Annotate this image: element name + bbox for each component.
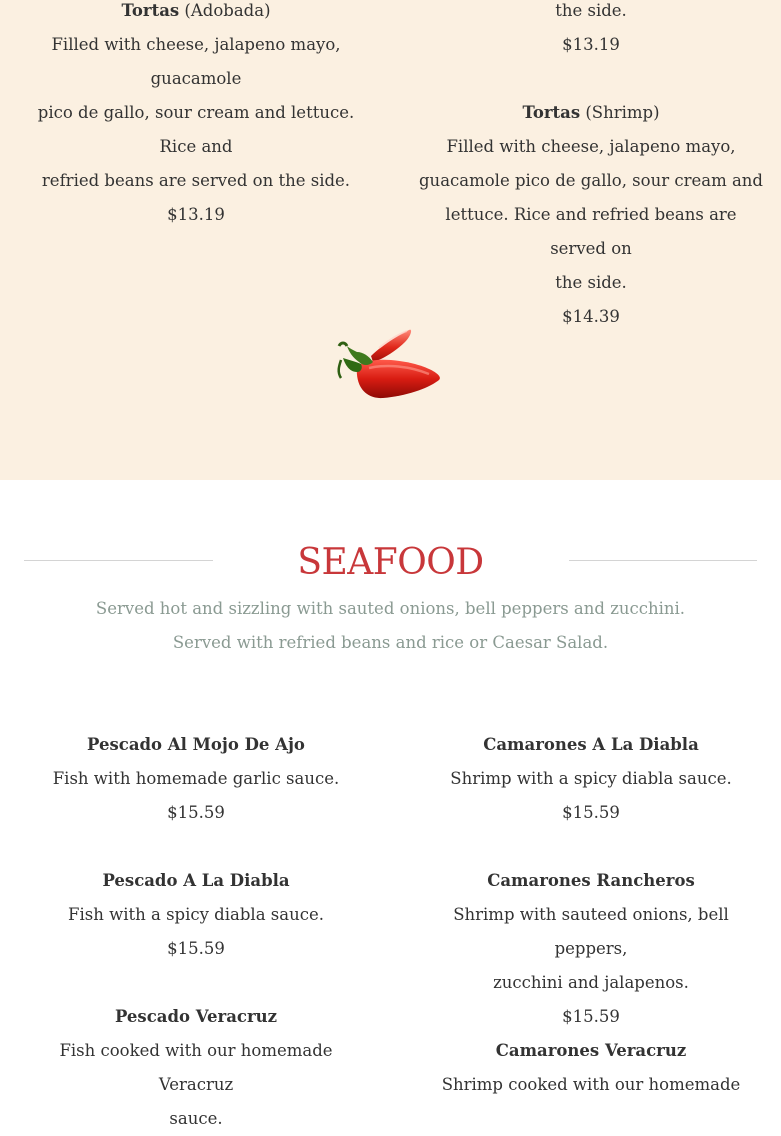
menu-item-description-line: the side. [555, 1, 627, 20]
menu-item-name: Pescado Veracruz [114, 1007, 278, 1026]
section-intro-line: Served hot and sizzling with sauted onions, bell peppers and zucchini. [95, 599, 686, 618]
menu-item-description-line: pico de gallo, sour cream and lettuce. Rice and [37, 103, 355, 156]
menu-item-variant: (Adobada) [179, 1, 271, 20]
menu-item-price: $14.39 [562, 307, 620, 326]
menu-item-description-line: Fish with a spicy diabla sauce. [68, 905, 324, 924]
menu-item-description-line: guacamole pico de gallo, sour cream and [419, 171, 763, 190]
menu-item-description-line: Fish with homemade garlic sauce. [52, 769, 340, 788]
menu-item-tortas-shrimp [418, 96, 764, 334]
menu-item-pescado-veracruz [20, 1000, 372, 1136]
menu-item-description-line: Filled with cheese, jalapeno mayo, guacamole [51, 35, 341, 88]
menu-item-description-line: Shrimp cooked with our homemade [441, 1075, 741, 1094]
menu-item-price: $15.59 [562, 803, 620, 822]
menu-item-price: $13.19 [562, 35, 620, 54]
menu-item-description-line: lettuce. Rice and refried beans are served on [445, 205, 737, 258]
menu-item-description-line: refried beans are served on the side. [41, 171, 351, 190]
menu-item-title [418, 96, 764, 130]
menu-item-price: $15.59 [167, 939, 225, 958]
menu-item-name: Camarones Veracruz [495, 1041, 687, 1060]
menu-item-camarones-rancheros [418, 864, 764, 1034]
menu-item-name: Camarones A La Diabla [483, 735, 699, 754]
menu-item-pescado-a-la-diabla [20, 864, 372, 966]
section-intro-line: Served with refried beans and rice or Caesar Salad. [172, 633, 609, 652]
menu-item-continuation [418, 0, 764, 62]
menu-item-name: Tortas [522, 103, 581, 122]
menu-item-camarones-veracruz [418, 1034, 764, 1102]
menu-item-variant: (Shrimp) [580, 103, 660, 122]
menu-item-title [20, 0, 372, 28]
menu-item-name: Pescado A La Diabla [102, 871, 290, 890]
section-title: SEAFOOD [297, 542, 484, 583]
menu-item-price: $13.19 [167, 205, 225, 224]
menu-item-name: Pescado Al Mojo De Ajo [87, 735, 305, 754]
menu-item-price: $15.59 [167, 803, 225, 822]
menu-item-description-line: Fish cooked with our homemade Veracruz [59, 1041, 333, 1094]
menu-item-pescado-al-mojo-de-ajo [20, 728, 372, 830]
menu-item-description-line: Shrimp with sauteed onions, bell peppers, [453, 905, 729, 958]
menu-item-tortas-adobada [20, 0, 372, 232]
menu-item-description-line: Shrimp with a spicy diabla sauce. [450, 769, 732, 788]
chili-pepper-icon [333, 322, 448, 406]
menu-item-name: Camarones Rancheros [487, 871, 695, 890]
menu-item-name: Tortas [121, 1, 180, 20]
menu-item-description-line: sauce. [169, 1109, 223, 1128]
menu-item-description-line: Filled with cheese, jalapeno mayo, [446, 137, 736, 156]
menu-item-description-line: the side. [555, 273, 627, 292]
menu-item-camarones-a-la-diabla [418, 728, 764, 830]
menu-item-description-line: zucchini and jalapenos. [493, 973, 689, 992]
menu-item-price: $15.59 [562, 1007, 620, 1026]
